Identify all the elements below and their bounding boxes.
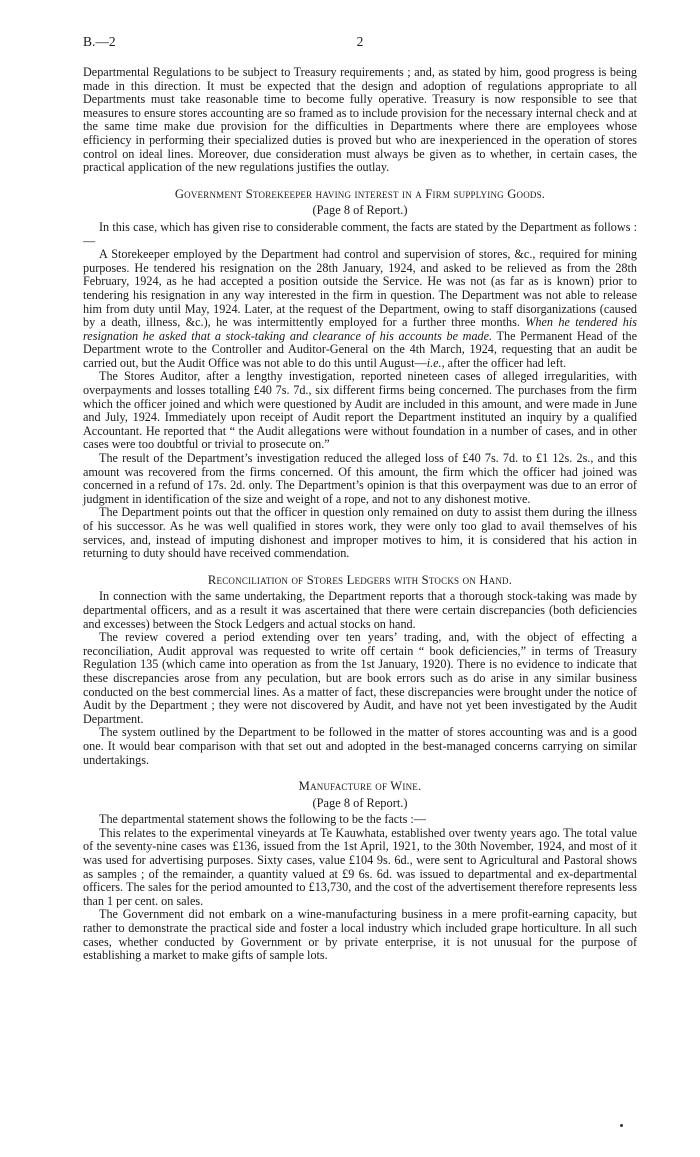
stray-mark [620, 1124, 623, 1127]
text-run: The review covered a period extending over ten years’ trading, and, with the object of effecting a reconciliation, Audit approval was requested to write off certain “ book deficiencies,” in terms of Treasury Regulation 135 (which came into operation as from the 1st January, 1920). There is no evidence to indicate that these discrepancies arose from any peculation, but are book errors such as do arise in any similar business conducted on the best commercial lines. As a matter of fact, these discrepancies were brought under the notice of Audit by the Department ; they were not discovered by Audit, and have not yet been investigated by the Audit Department. [83, 630, 637, 726]
italic-text: When he tendered his resignation he asked that a stock-taking and clearance of his accounts be made. [83, 315, 637, 343]
paragraph [83, 827, 637, 909]
text-run: A Storekeeper employed by the Department had control and supervision of stores, &c., required for mining purposes. He tendered his resignation on the 28th January, 1924, and asked to be relieved as from the 28th February, 1924, as he had accepted a position outside the Service. He was not (as far as is known) prior to tendering his resignation in any way interested in the firm in question. The Department was not able to release him from duty until May, 1924. Later, at the request of the Department, owing to staff disorganizations (caused by a death, illness, &c.), he was intermittently employed for a further three months. [83, 247, 637, 330]
section-reference: (Page 8 of Report.) [312, 203, 408, 218]
paragraph [83, 221, 637, 248]
section [83, 188, 637, 561]
section-heading: Manufacture of Wine. [298, 779, 422, 794]
page-number: 2 [356, 34, 364, 49]
paragraph [83, 726, 637, 767]
text-run: The Government did not embark on a wine-manufacturing business in a mere profit-earning capacity, but rather to demonstrate the practical side and foster a local industry which included grape horticulture. In all such cases, whether conducted by Government or by private enterprise, it is not unusual for the purpose of establishing a market to make gifts of sample lots. [83, 907, 637, 963]
text-run: The Permanent Head of the Department wrote to the Controller and Auditor-General on the 4th March, 1924, requesting that an audit be carried out, but the Audit Office was not able to do this until August— [83, 328, 637, 370]
page-header [83, 34, 637, 50]
section-heading: Government Storekeeper having interest in a Firm supplying Goods. [174, 186, 546, 201]
paragraph [83, 452, 637, 506]
text-run: The Stores Auditor, after a lengthy investigation, reported nineteen cases of alleged irregularities, with overpayments and losses totalling £40 7s. 7d., six different firms being concerned. The purchases from the firm which the officer joined and which were questioned by Audit are included in this amount, and were made in June and July, 1924. Immediately upon receipt of Audit report the Department instituted an inquiry by a qualified Accountant. He reported that “ the Audit allegations were without foundation in a number of cases, and in other cases were too doubtful or trivial to prosecute on.” [83, 369, 637, 452]
section [83, 574, 637, 767]
section [83, 66, 637, 175]
paragraph [83, 248, 637, 370]
paragraph [83, 66, 637, 175]
paragraph [83, 506, 637, 560]
text-run: Departmental Regulations to be subject to Treasury requirements ; and, as stated by him, good progress is being made in this direction. It must be expected that the design and adoption of regulations appropriate to all Departments must take reasonable time to become fully operative. Treasury is now responsible to see that measures to ensure stores accounting are so framed as to include provision for the necessary internal check and at the same time make due provision for the difficulties in Departments where there are employees whose efficiency in performing their specialized duties is proved but who are inexperienced in the operation of stores control on ideal lines. Moreover, due consideration must always be given as to whether, in certain cases, the practical application of the new regulations justifies the outlay. [83, 65, 637, 175]
text-run: The departmental statement shows the following to be the facts :— [99, 812, 426, 827]
text-run: In this case, which has given rise to considerable comment, the facts are stated by the Department as follows :— [83, 219, 637, 248]
section-heading: Reconciliation of Stores Ledgers with Stocks on Hand. [207, 572, 513, 587]
section [83, 780, 637, 963]
text-run: In connection with the same undertaking, the Department reports that a thorough stock-taking was made by departmental officers, and as a result it was ascertained that there were certain discrepancies (both deficiencies and excesses) between the Stock Ledgers and actual stocks on hand. [83, 589, 637, 631]
text-run: The result of the Department’s investigation reduced the alleged loss of £40 7s. 7d. to £1 12s. 2s., and this amount was recovered from the firms concerned. Of this amount, the firm which the officer had joined was concerned in a refund of 17s. 2d. only. The Department’s opinion is that this overpayment was due to an error of judgment in identification of the size and weight of a rope, and not to any dishonest motive. [83, 451, 637, 506]
paragraph [83, 908, 637, 962]
paragraph [83, 590, 637, 631]
paragraph [83, 370, 637, 452]
paragraph [83, 813, 637, 827]
text-run: The Department points out that the officer in question only remained on duty to assist them during the illness of his successor. As he was well qualified in stores work, they were only too glad to avail themselves of his services, and, instead of imputing dishonest and improper motives to him, it is considered that his action in returning to duty should have received commendation. [83, 505, 637, 561]
section-reference: (Page 8 of Report.) [312, 795, 408, 810]
text-run: This relates to the experimental vineyards at Te Kauwhata, established over twenty years ago. The total value of the seventy-nine cases was £136, issued from the 1st April, 1921, to the 30th November, 1924, and most of it was used for advertising purposes. Sixty cases, value £104 9s. 6d., were sent to Agricultural and Pastoral shows as samples ; of the remainder, a quantity valued at £9 6s. 6d. was issued to departmental and ex-departmental officers. The sales for the period amounted to £13,730, and the cost of the advertisement therefore represents less than 1 per cent. on sales. [83, 825, 637, 908]
document-reference: B.—2 [83, 34, 116, 49]
document-body [83, 66, 637, 963]
paragraph [83, 631, 637, 726]
text-run: The system outlined by the Department to be followed in the matter of stores accounting was and is a good one. It would bear comparison with that set out and adopted in the best-managed concerns carrying on similar undertakings. [83, 725, 637, 767]
text-run: , after the officer had left. [441, 355, 567, 370]
italic-text: i.e. [426, 355, 442, 370]
